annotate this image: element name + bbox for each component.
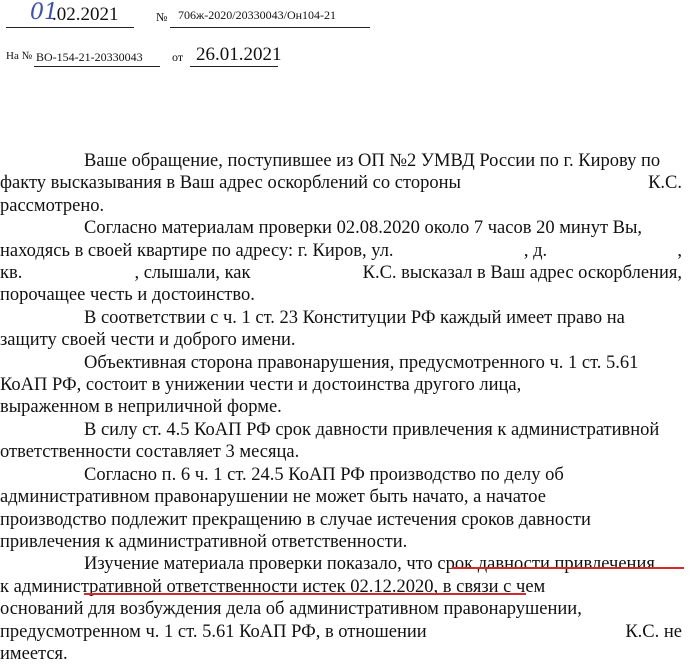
text-line <box>84 307 682 329</box>
ref-number: ВО-154-21-20330043 <box>36 50 143 64</box>
text-line <box>0 329 682 351</box>
ref-label: На № <box>6 50 33 62</box>
text-segment: оснований для возбуждения дела об административном правонарушении, <box>0 599 582 620</box>
text-segment: , д. <box>523 240 548 261</box>
text-segment: привлечения к административной ответственности. <box>0 531 408 552</box>
text-line <box>0 396 682 418</box>
text-line <box>0 509 682 531</box>
text-line <box>0 531 682 553</box>
text-segment: К.С. не <box>625 621 682 642</box>
text-line <box>84 150 682 172</box>
text-segment: рассмотрено. <box>0 195 105 216</box>
text-segment: административном правонарушении не может быть начато, а начатое <box>0 487 546 508</box>
text-line <box>0 598 682 620</box>
text-segment: защиту своей чести и доброго имени. <box>0 330 296 351</box>
text-segment: производство подлежит прекращению в случае истечения сроков давности <box>0 509 591 530</box>
red-highlight-top <box>452 567 684 569</box>
text-line <box>84 464 682 486</box>
text-segment: Объективная сторона правонарушения, предусмотренного ч. 1 ст. 5.61 <box>84 352 639 373</box>
ref-underline <box>34 66 160 67</box>
text-segment: ответственности составляет 3 месяца. <box>0 442 300 463</box>
letter-body <box>0 150 682 665</box>
number-value: 706ж-2020/20330043/Он104-21 <box>178 8 337 22</box>
number-label: № <box>156 10 168 24</box>
text-line <box>0 486 682 508</box>
text-line <box>84 352 682 374</box>
text-segment: Согласно п. 6 ч. 1 ст. 24.5 КоАП РФ производство по делу об <box>84 464 564 485</box>
text-line <box>84 419 682 441</box>
number-underline <box>170 27 370 28</box>
ref-date-underline <box>190 66 278 67</box>
text-segment: факту высказывания в Ваш адрес оскорблений со стороны <box>0 173 461 194</box>
date-text: .02.2021 <box>52 4 119 25</box>
text-line <box>84 553 682 575</box>
text-segment: К.С. <box>648 173 682 194</box>
ref-from-label: от <box>172 50 184 64</box>
text-segment: К.С. высказал в Ваш адрес оскорбления, <box>362 263 682 284</box>
text-segment: , <box>677 240 682 261</box>
text-line <box>0 621 682 643</box>
text-line <box>84 217 682 239</box>
date-underline <box>6 27 134 28</box>
text-line <box>0 240 682 262</box>
text-segment: кв. <box>0 263 23 284</box>
text-line <box>0 284 682 306</box>
text-line <box>0 262 682 284</box>
text-segment: порочащее честь и достоинство. <box>0 285 255 306</box>
text-line <box>0 374 682 396</box>
text-segment: выраженном в неприличной форме. <box>0 397 282 418</box>
text-segment: Изучение материала проверки показало, что срок давности привлечения <box>84 554 655 575</box>
text-segment: Согласно материалам проверки 02.08.2020 около 7 часов 20 минут Вы, <box>84 218 643 239</box>
text-segment: В силу ст. 4.5 КоАП РФ срок давности привлечения к административной <box>84 419 660 440</box>
text-line <box>0 172 682 194</box>
text-segment: КоАП РФ, состоит в унижении чести и достоинства другого лица, <box>0 375 522 396</box>
text-line <box>0 643 682 665</box>
text-segment: находясь в своей квартире по адресу: г. Киров, ул. <box>0 240 394 261</box>
text-segment: предусмотренном ч. 1 ст. 5.61 КоАП РФ, в отношении <box>0 621 427 642</box>
text-line <box>0 195 682 217</box>
text-segment: В соответствии с ч. 1 ст. 23 Конституции РФ каждый имеет право на <box>84 307 625 328</box>
text-segment: , слышали, как <box>134 263 251 284</box>
ref-date: 26.01.2021 <box>196 44 282 65</box>
text-segment: имеется. <box>0 643 68 664</box>
date-handwritten: 01 <box>30 0 58 25</box>
text-segment: Ваше обращение, поступившее из ОП №2 УМВД России по г. Кирову по <box>84 151 661 171</box>
text-segment: к административной ответственности истек 02.12.2020, в связи с чем <box>0 576 546 597</box>
red-highlight-bottom <box>84 593 526 595</box>
text-line <box>0 441 682 463</box>
